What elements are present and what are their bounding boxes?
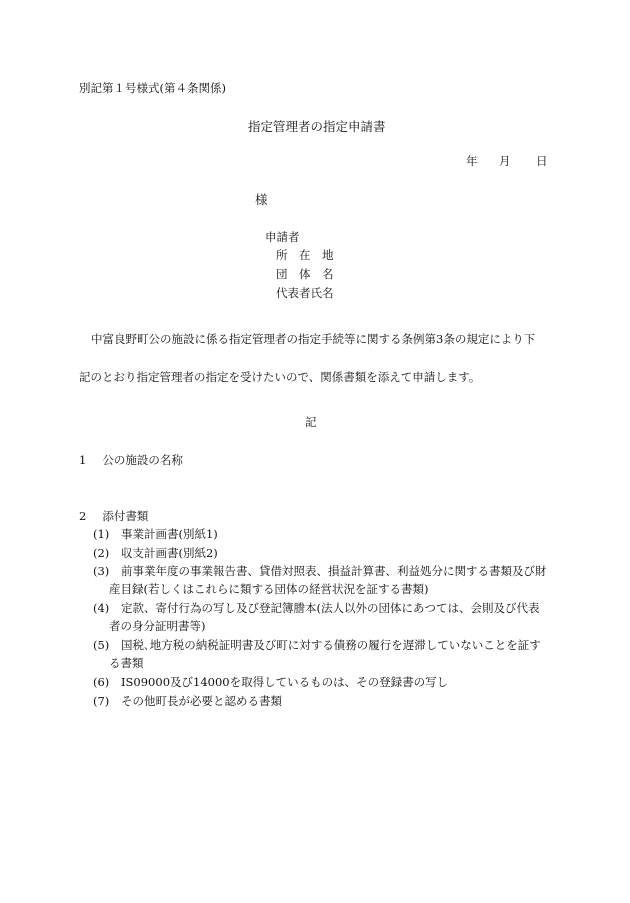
section-label: 添付書類 <box>102 509 149 523</box>
applicant-organization-label: 団 体 名 <box>276 267 334 281</box>
attachment-item-text: 産目録(若しくはこれらに類する団体の経営状況を証する書類) <box>109 582 429 597</box>
body-text-line: 記のとおり指定管理者の指定を受けたいので、関係書類を添えて申請します。 <box>79 370 481 384</box>
attachment-item-number: (1) <box>93 527 110 541</box>
date-month-label: 月 <box>499 154 511 168</box>
attachment-item-number: (7) <box>93 693 110 708</box>
attachment-item-number: (4) <box>93 601 110 615</box>
attachment-item-text: る書類 <box>109 656 144 671</box>
ki-heading: 記 <box>305 415 317 429</box>
attachment-item-text: 収支計画書(別紙2) <box>121 545 218 560</box>
document-title: 指定管理者の指定申請書 <box>248 119 386 134</box>
body-text-line: 中富良野町公の施設に係る指定管理者の指定手続等に関する条例第3条の規定により下 <box>91 332 536 346</box>
section-number: 2 <box>79 509 87 523</box>
attachment-item-number: (3) <box>93 564 110 578</box>
date-day-label: 日 <box>536 154 548 168</box>
section-label: 公の施設の名称 <box>102 453 183 467</box>
date-year-label: 年 <box>466 154 478 168</box>
section-facility-name <box>79 455 183 467</box>
addressee-suffix: 様 <box>255 192 268 207</box>
attachment-item-number: (6) <box>93 675 110 689</box>
attachment-item-text: 事業計画書(別紙1) <box>121 527 218 541</box>
attachment-item-text: その他町長が必要と認める書類 <box>121 693 282 708</box>
applicant-heading: 申請者 <box>265 230 300 244</box>
applicant-representative-label: 代表者氏名 <box>276 286 334 300</box>
attachment-item-text: 国税､地方税の納税証明書及び町に対する債務の履行を遅滞していないことを証す <box>121 638 541 652</box>
attachment-item-number: (5) <box>93 638 110 652</box>
attachment-item-number: (2) <box>93 545 110 560</box>
attachment-item-text: IS09000及び14000を取得しているものは、その登録書の写し <box>121 675 449 689</box>
attachment-item-text: 者の身分証明書等) <box>109 619 206 634</box>
attachment-item-text: 定款、寄付行為の写し及び登記簿謄本(法人以外の団体にあつては、会則及び代表 <box>121 601 540 615</box>
form-label: 別記第１号様式(第４条関係) <box>79 81 226 95</box>
section-number: 1 <box>79 453 87 467</box>
applicant-address-label: 所 在 地 <box>276 248 334 262</box>
section-attachments <box>79 511 148 523</box>
attachment-item-text: 前事業年度の事業報告書、貸借対照表、損益計算書、利益処分に関する書類及び財 <box>121 564 547 578</box>
